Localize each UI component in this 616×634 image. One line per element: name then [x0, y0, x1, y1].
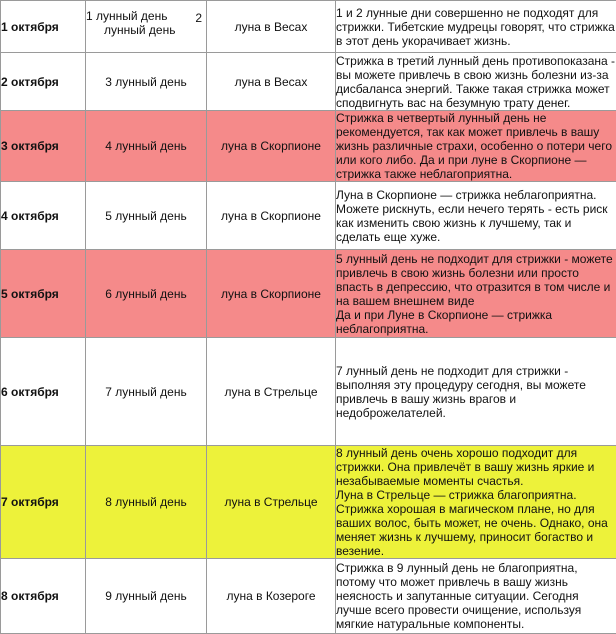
- description-text: 1 и 2 лунные дни совершенно не подходят для стрижки. Тибетские мудрецы говорят, что стрижка в этот день укорачивает жизнь.: [336, 6, 616, 48]
- lunar-day-extra: 2: [195, 11, 202, 25]
- description-text: Стрижка в четвертый лунный день не рекомендуется, так как может привлечь в вашу жизнь различные страхи, особенно о потери чего или кого либо. Да и при луне в Скорпионе — стрижка также неблагоприятна.: [336, 111, 616, 181]
- description-cell: [336, 182, 616, 250]
- date-cell: 3 октября: [1, 111, 86, 182]
- description-cell: [336, 338, 616, 446]
- table-row: [1, 338, 616, 446]
- moon-sign-cell: луна в Козероге: [207, 559, 336, 634]
- date-cell: 1 октября: [1, 1, 86, 53]
- date-cell: 5 октября: [1, 250, 86, 338]
- description-text: Луна в Скорпионе — стрижка неблагоприятна. Можете рискнуть, если нечего терять - есть риск как изменить свою жизнь к лучшему, так и сделать еще хуже.: [336, 188, 616, 244]
- description-text: Стрижка в третий лунный день противопоказана - вы можете привлечь в свою жизнь болезни из-за дисбаланса энергий. Также такая стрижка может сподвигнуть вас на безумную трату денег.: [336, 54, 616, 110]
- description-text: 5 лунный день не подходит для стрижки - можете привлечь в свою жизнь болезни или просто впасть в депрессию, что отразится в том числе и на вашем внешнем виде: [336, 252, 616, 308]
- moon-sign-cell: луна в Весах: [207, 1, 336, 53]
- description-text: Стрижка в 9 лунный день не благоприятна, потому что может привлечь в вашу жизнь неясность и запутанные ситуации. Сегодня лучше всего провести очищение, используя мягкие натуральные компоненты.: [336, 561, 616, 631]
- description-cell: [336, 111, 616, 182]
- moon-sign-cell: луна в Весах: [207, 53, 336, 111]
- table-row: [1, 559, 616, 634]
- lunar-day-cell: 9 лунный день: [86, 559, 207, 634]
- moon-sign-cell: луна в Скорпионе: [207, 250, 336, 338]
- description-text: 8 лунный день очень хорошо подходит для стрижки. Она привлечёт в вашу жизнь яркие и незабываемые моменты счастья.: [336, 446, 616, 488]
- lunar-day-cell: 7 лунный день: [86, 338, 207, 446]
- lunar-day-cell: 4 лунный день: [86, 111, 207, 182]
- lunar-day-cell: 6 лунный день: [86, 250, 207, 338]
- table-row: [1, 250, 616, 338]
- lunar-day-cell: 5 лунный день: [86, 182, 207, 250]
- moon-sign-cell: луна в Стрельце: [207, 338, 336, 446]
- lunar-day-cell: [86, 1, 207, 53]
- description-cell: [336, 446, 616, 559]
- date-cell: 7 октября: [1, 446, 86, 559]
- table-row: [1, 1, 616, 53]
- table-body: [1, 1, 616, 634]
- description-cell: [336, 53, 616, 111]
- moon-sign-cell: луна в Скорпионе: [207, 182, 336, 250]
- date-cell: 8 октября: [1, 559, 86, 634]
- date-cell: 2 октября: [1, 53, 86, 111]
- table-row: [1, 111, 616, 182]
- date-cell: 4 октября: [1, 182, 86, 250]
- description-cell: [336, 559, 616, 634]
- description-text: Да и при Луне в Скорпионе — стрижка неблагоприятна.: [336, 308, 616, 336]
- date-cell: 6 октября: [1, 338, 86, 446]
- description-cell: [336, 1, 616, 53]
- lunar-day-cell: 3 лунный день: [86, 53, 207, 111]
- lunar-day-cell: 8 лунный день: [86, 446, 207, 559]
- table-row: [1, 446, 616, 559]
- description-text: 7 лунный день не подходит для стрижки - выполняя эту процедуру сегодня, вы можете привлечь в вашу жизнь врагов и недоброжелателей.: [336, 364, 616, 420]
- description-text: Луна в Стрельце — стрижка благоприятна. Стрижка хорошая в магическом плане, но для ваших волос, быть может, не очень. Однако, она меняет жизнь к лучшему, приносит богаство и везение.: [336, 488, 616, 558]
- moon-sign-cell: луна в Стрельце: [207, 446, 336, 559]
- description-cell: [336, 250, 616, 338]
- lunar-day-label: 1 лунный день: [86, 9, 206, 23]
- lunar-day-label-line2: лунный день: [86, 23, 206, 37]
- table-row: [1, 53, 616, 111]
- table-row: [1, 182, 616, 250]
- moon-sign-cell: луна в Скорпионе: [207, 111, 336, 182]
